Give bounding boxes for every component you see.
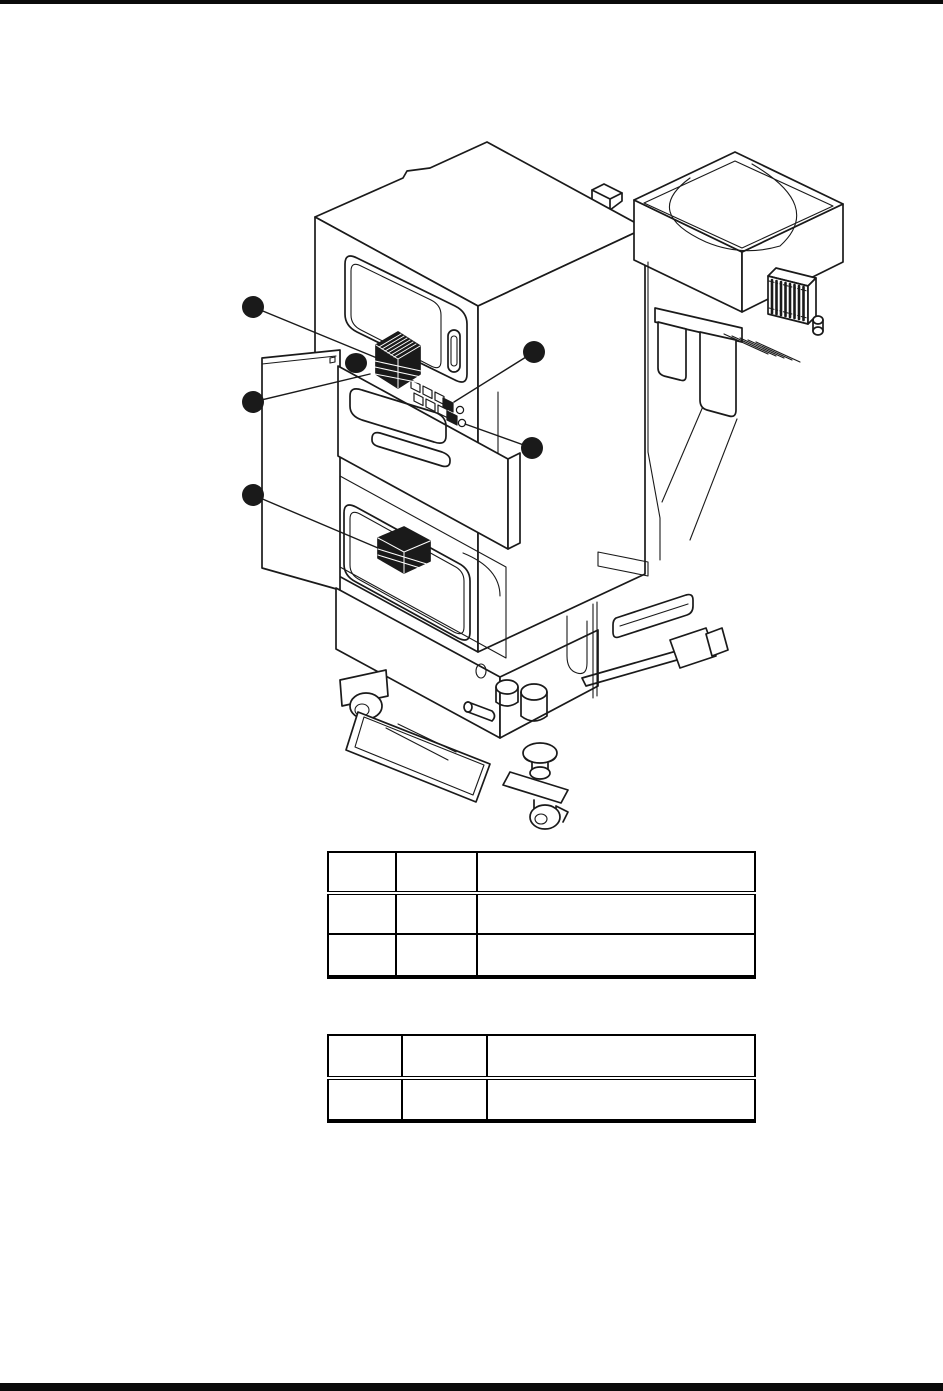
table-cell	[402, 1078, 487, 1120]
callout-dot-3	[523, 341, 545, 363]
callout-dot-1	[242, 296, 264, 318]
table-cell	[477, 893, 755, 934]
callout-dot-2	[242, 391, 264, 413]
table-row	[328, 1120, 755, 1122]
table-cell	[328, 1078, 402, 1120]
parts-table-1	[327, 851, 756, 979]
table-row	[328, 893, 755, 934]
table-cell	[487, 1035, 755, 1078]
table-cell	[396, 976, 477, 978]
table-header-row	[328, 1035, 755, 1078]
table-cell	[402, 1035, 487, 1078]
table-cell	[328, 1120, 402, 1122]
left-side-panel	[262, 350, 340, 590]
connector-block	[768, 268, 816, 324]
parts-table-2	[327, 1034, 756, 1123]
table-row	[328, 1078, 755, 1120]
table-row	[328, 976, 755, 978]
table-cell	[328, 852, 396, 893]
callout-dot-5	[242, 484, 264, 506]
table-cell	[396, 893, 477, 934]
table-cell	[328, 1035, 402, 1078]
table-cell	[328, 934, 396, 976]
callout-dot-4	[521, 437, 543, 459]
side-knob	[345, 353, 367, 373]
table-cell	[487, 1120, 755, 1122]
table-header-row	[328, 852, 755, 893]
table-cell	[328, 893, 396, 934]
table-cell	[477, 852, 755, 893]
table-cell	[396, 934, 477, 976]
table-row	[328, 934, 755, 976]
table-cell	[402, 1120, 487, 1122]
table-cell	[487, 1078, 755, 1120]
table-cell	[396, 852, 477, 893]
table-cell	[328, 976, 396, 978]
table-cell	[477, 976, 755, 978]
page-bottom-rule	[0, 1383, 943, 1391]
table-cell	[477, 934, 755, 976]
side-arm-assembly	[582, 595, 728, 686]
